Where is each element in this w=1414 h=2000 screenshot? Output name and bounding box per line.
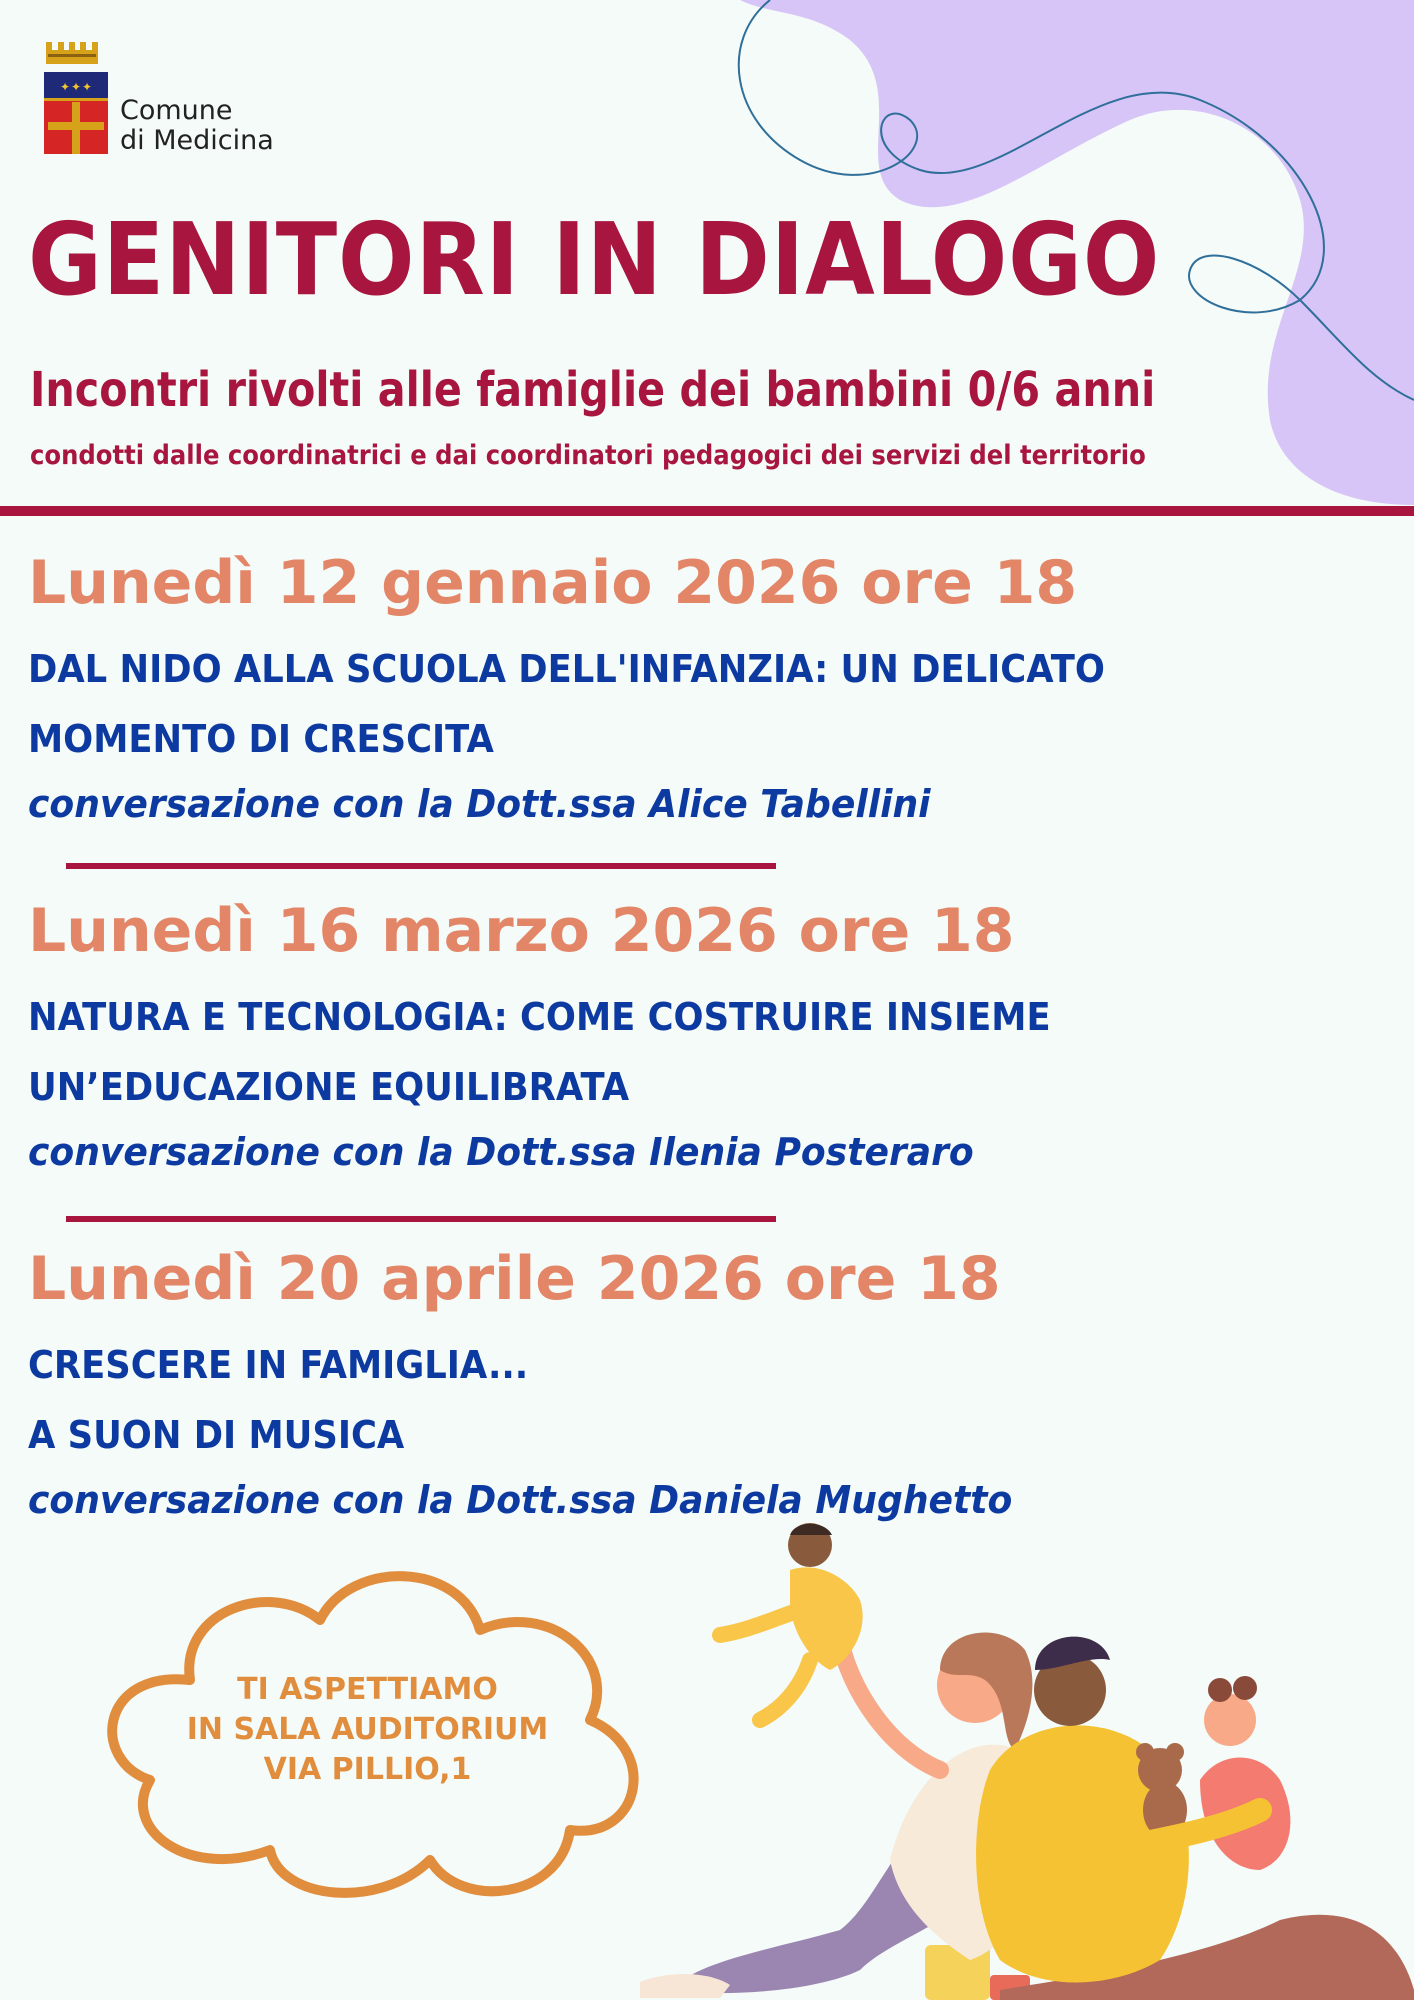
event-1-date: Lunedì 12 gennaio 2026 ore 18 xyxy=(28,548,1078,618)
family-illustration xyxy=(640,1520,1414,2000)
venue-line3: VIA PILLIO,1 xyxy=(263,1752,472,1787)
municipality-name xyxy=(120,96,274,156)
municipality-name-line1: Comune xyxy=(120,95,233,126)
venue-info xyxy=(140,1670,595,1790)
event-2-topic-line2: UN’EDUCAZIONE EQUILIBRATA xyxy=(28,1065,630,1109)
subtitle: Incontri rivolti alle famiglie dei bambini 0/6 anni xyxy=(30,362,1156,418)
page-title: GENITORI IN DIALOGO xyxy=(28,201,1161,318)
header-divider xyxy=(0,506,1414,516)
event-1-topic-line2: MOMENTO DI CRESCITA xyxy=(28,717,494,761)
venue-line2: IN SALA AUDITORIUM xyxy=(186,1712,549,1747)
event-3-topic-line1: CRESCERE IN FAMIGLIA... xyxy=(28,1343,529,1387)
event-3-speaker: conversazione con la Dott.ssa Daniela Mughetto xyxy=(28,1478,1013,1522)
event-1-speaker: conversazione con la Dott.ssa Alice Tabellini xyxy=(28,782,931,826)
municipality-name-line2: di Medicina xyxy=(120,125,274,156)
event-2-topic-line1: NATURA E TECNOLOGIA: COME COSTRUIRE INSIEME xyxy=(28,995,1051,1039)
event-2-date: Lunedì 16 marzo 2026 ore 18 xyxy=(28,896,1015,966)
event-divider xyxy=(66,863,776,869)
venue-line1: TI ASPETTIAMO xyxy=(237,1672,498,1707)
coat-of-arms-icon xyxy=(44,72,108,154)
event-3-date: Lunedì 20 aprile 2026 ore 18 xyxy=(28,1244,1001,1314)
crown-icon xyxy=(44,38,100,66)
municipality-logo xyxy=(44,38,304,158)
event-3-topic-line2: A SUON DI MUSICA xyxy=(28,1413,405,1457)
event-2-speaker: conversazione con la Dott.ssa Ilenia Posteraro xyxy=(28,1130,974,1174)
svg-text:✦: ✦ xyxy=(60,80,71,94)
subtitle-secondary: condotti dalle coordinatrici e dai coordinatori pedagogici dei servizi del territorio xyxy=(30,440,1146,471)
event-divider xyxy=(66,1216,776,1222)
svg-text:✦: ✦ xyxy=(82,80,93,94)
event-1-topic-line1: DAL NIDO ALLA SCUOLA DELL'INFANZIA: UN DELICATO xyxy=(28,647,1105,691)
svg-text:✦: ✦ xyxy=(71,80,82,94)
